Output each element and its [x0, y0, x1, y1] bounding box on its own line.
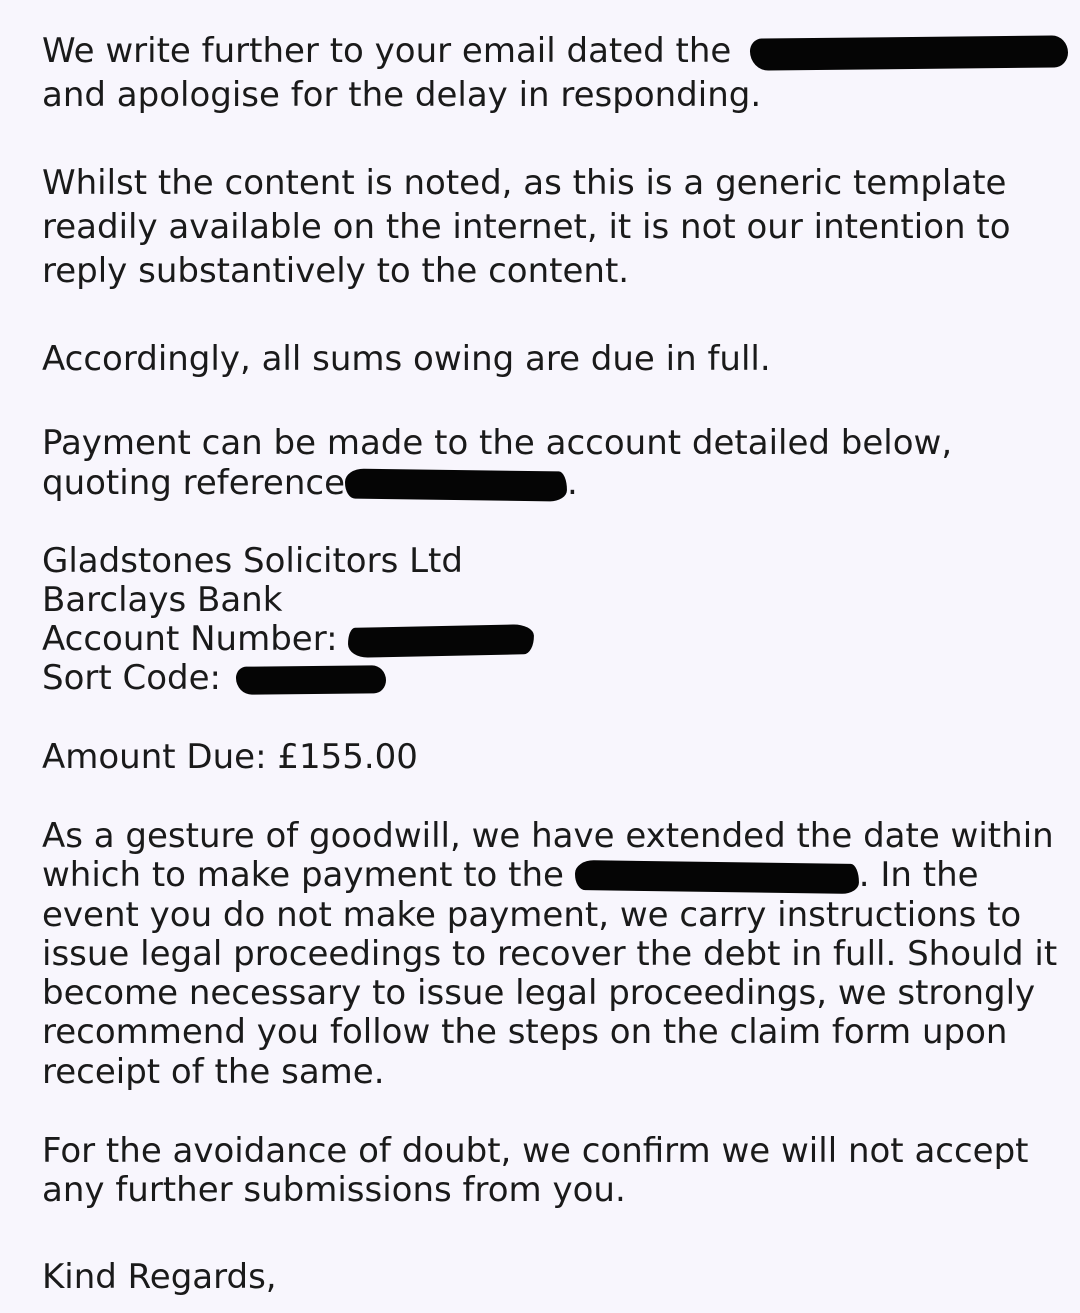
paragraph-template-line-1: Whilst the content is noted, as this is a generic template	[42, 163, 1007, 203]
avoidance-line-1: For the avoidance of doubt, we confirm we will not accept	[42, 1131, 1029, 1171]
redaction-account-number	[348, 624, 535, 658]
goodwill-line-2	[42, 855, 979, 895]
avoidance-line-2: any further submissions from you.	[42, 1170, 626, 1210]
sums-owing-line: Accordingly, all sums owing are due in full.	[42, 339, 771, 379]
goodwill-line-6: recommend you follow the steps on the claim form upon	[42, 1012, 1008, 1052]
payment-line-1: Payment can be made to the account detailed below,	[42, 423, 953, 463]
account-number-label: Account Number:	[42, 619, 338, 659]
payment-reference-end: .	[567, 463, 578, 503]
apology-line: and apologise for the delay in responding.	[42, 75, 762, 115]
goodwill-line-2-start: which to make payment to the	[42, 855, 564, 895]
payment-reference-line	[42, 463, 578, 503]
goodwill-line-5: become necessary to issue legal proceedings, we strongly	[42, 973, 1036, 1013]
sort-code-line	[42, 658, 386, 698]
goodwill-line-3: event you do not make payment, we carry instructions to	[42, 895, 1022, 935]
paragraph-template-line-2: readily available on the internet, it is not our intention to	[42, 207, 1011, 247]
email-date-line	[42, 31, 1068, 71]
paragraph-template-line-3: reply substantively to the content.	[42, 251, 630, 291]
email-date-text: We write further to your email dated the	[42, 31, 732, 71]
goodwill-line-4: issue legal proceedings to recover the debt in full. Should it	[42, 934, 1058, 974]
redaction-sort-code	[236, 665, 386, 695]
redaction-email-date	[750, 35, 1068, 70]
closing-regards: Kind Regards,	[42, 1257, 277, 1297]
payment-reference-text: quoting reference	[42, 463, 345, 503]
sort-code-label: Sort Code:	[42, 658, 221, 698]
goodwill-line-7: receipt of the same.	[42, 1052, 385, 1092]
redaction-payment-deadline	[575, 860, 859, 894]
amount-due: Amount Due: £155.00	[42, 737, 418, 777]
goodwill-line-1: As a gesture of goodwill, we have extended the date within	[42, 816, 1054, 856]
bank-name: Barclays Bank	[42, 580, 283, 620]
bank-company-name: Gladstones Solicitors Ltd	[42, 541, 463, 581]
account-number-line	[42, 619, 534, 659]
redaction-reference	[345, 468, 567, 501]
goodwill-line-2-end: . In the	[858, 855, 979, 895]
